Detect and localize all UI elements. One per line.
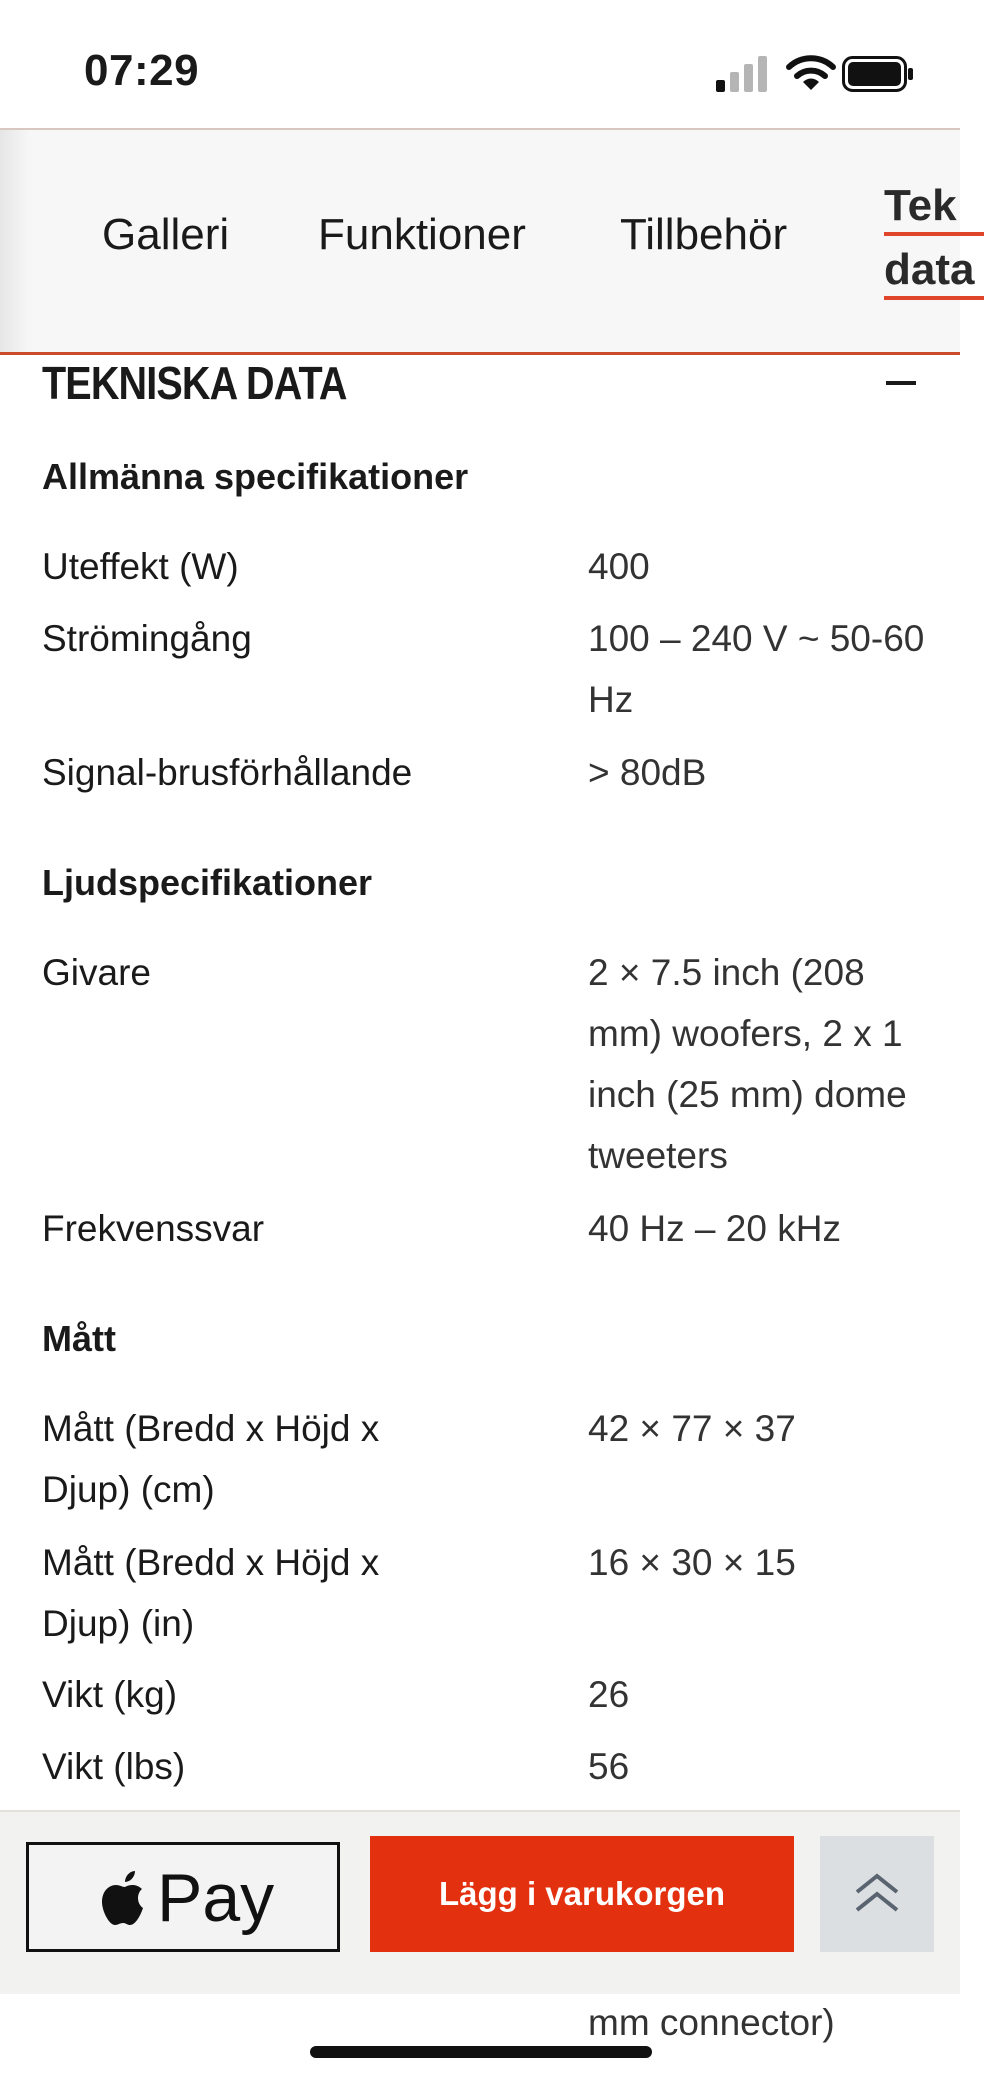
spec-value: 26 [588, 1674, 630, 1715]
add-to-cart-button[interactable]: Lägg i varukorgen [370, 1836, 794, 1952]
status-bar [0, 0, 960, 128]
scroll-to-top-button[interactable] [820, 1836, 934, 1952]
spec-value: > 80dB [588, 752, 707, 793]
partial-spec-text: mm connector) [588, 2002, 835, 2043]
spec-value: 40 Hz – 20 kHz [588, 1208, 841, 1249]
group-heading-audio: Ljudspecifikationer [42, 862, 373, 903]
spec-label: Strömingång [42, 618, 252, 659]
status-time: 07:29 [84, 46, 200, 95]
tab-tekniska-data-line1: Tek [884, 181, 957, 230]
wifi-icon [786, 54, 836, 92]
spec-label: Vikt (lbs) [42, 1746, 186, 1787]
spec-value: 400 [588, 546, 650, 587]
battery-icon [842, 56, 914, 92]
apple-pay-label: Pay [157, 1860, 275, 1936]
spec-value: 100 – 240 V ~ 50-60 Hz [588, 618, 925, 720]
home-indicator[interactable] [310, 2046, 652, 2058]
tab-active-underline-2 [884, 296, 984, 300]
section-title: TEKNISKA DATA [42, 357, 347, 409]
cellular-signal-icon [716, 56, 768, 92]
spec-value: 16 × 30 × 15 [588, 1542, 796, 1583]
tab-tillbehor[interactable]: Tillbehör [620, 210, 788, 259]
double-chevron-up-icon [854, 1870, 900, 1916]
purchase-action-bar [0, 1810, 960, 1994]
tab-tekniska-data[interactable] [884, 172, 1004, 300]
tab-galleri[interactable]: Galleri [102, 210, 230, 259]
tab-tekniska-data-line2: data [884, 245, 975, 294]
apple-pay-button[interactable] [26, 1842, 340, 1952]
spec-label: Signal-brusförhållande [42, 752, 413, 793]
collapse-minus-icon[interactable] [886, 381, 916, 385]
group-heading-general: Allmänna specifikationer [42, 456, 469, 497]
spec-value: 42 × 77 × 37 [588, 1408, 796, 1449]
spec-label: Vikt (kg) [42, 1674, 178, 1715]
spec-label: Frekvenssvar [42, 1208, 265, 1249]
apple-logo-icon [101, 1867, 149, 1929]
spec-label: Uteffekt (W) [42, 546, 239, 587]
spec-label: Mått (Bredd x Höjd x Djup) (in) [42, 1542, 380, 1644]
spec-label: Mått (Bredd x Höjd x Djup) (cm) [42, 1408, 380, 1510]
spec-label: Givare [42, 952, 151, 993]
section-tabs [0, 128, 975, 355]
tab-funktioner[interactable]: Funktioner [318, 210, 526, 259]
spec-value: 2 × 7.5 inch (208 mm) woofers, 2 x 1 inch (25 mm) dome tweeters [588, 952, 907, 1176]
tab-active-underline [884, 232, 984, 236]
spec-value: 56 [588, 1746, 630, 1787]
group-heading-dimensions: Mått [42, 1318, 116, 1359]
tabs-scroll-shadow [0, 130, 30, 352]
